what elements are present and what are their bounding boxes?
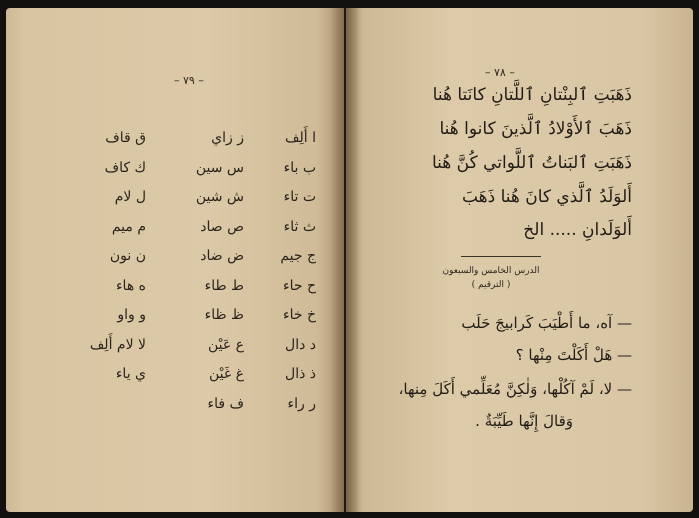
letter-entry: ر راء <box>287 395 316 412</box>
letter-entry: ط طاء <box>204 277 244 294</box>
dialogue-line: وَقالَ إِنَّها طَيِّبَةٌ . <box>475 412 573 430</box>
open-book <box>6 8 693 512</box>
text-line: ذَهَبَتِ ٱلبَناتُ ٱللَّواتي كُنَّ هُنا <box>431 153 632 173</box>
dialogue-line: — لا، لَمْ آكُلْها، وَلٰكِنَّ مُعَلِّمي أَكَلَ مِنها، <box>398 380 632 398</box>
letter-entry: ف فاء <box>207 395 244 412</box>
letter-entry: ظ ظاء <box>204 307 244 323</box>
alphabet-column-2 <box>164 124 244 419</box>
letter-entry: ا أَلِف <box>285 130 316 146</box>
letter-entry: ت تاء <box>283 189 316 205</box>
letter-entry: خ خاء <box>283 307 316 323</box>
letter-entry: ي ياء <box>115 366 146 382</box>
left-page <box>6 8 344 512</box>
letter-entry: ع عَيْن <box>207 336 244 353</box>
letter-entry: ك كاف <box>104 159 146 176</box>
letter-entry: ن نون <box>109 248 146 264</box>
letter-entry: ب باء <box>283 159 316 176</box>
page-number-left: – ٧٩ – <box>174 74 204 87</box>
dialogue-line: — آه، ما أَطْيَبَ كَرابيجَ حَلَب <box>461 314 632 332</box>
divider-rule <box>461 256 541 257</box>
letter-entry: لا لام أَلِف <box>89 336 146 353</box>
letter-entry: س سين <box>195 159 244 176</box>
letter-entry: ث ثاء <box>283 218 316 235</box>
lesson-title: الدرس الخامس والسبعون <box>442 266 540 276</box>
text-line: أَلوَلَدُ ٱلَّذي كانَ هُنا ذَهَبَ <box>461 187 632 207</box>
text-line: أَلوَلَدانِ ..... الخ <box>523 220 632 240</box>
letter-entry: ض ضاد <box>200 248 244 264</box>
letter-entry: ح حاء <box>283 277 316 294</box>
lesson-subtitle: ( الترقيم ) <box>471 280 511 290</box>
letter-entry: ل لام <box>114 189 146 205</box>
letter-entry: ز زاي <box>211 130 244 146</box>
letter-entry: ص صاد <box>200 218 244 235</box>
dialogue-line: — هَلْ أَكَلْتَ مِنْها ؟ <box>515 346 632 364</box>
letter-entry: ج جيم <box>280 248 316 264</box>
letter-entry: و واو <box>117 307 146 323</box>
text-line: ذَهَبَ ٱلأَوْلادُ ٱلَّذينَ كانوا هُنا <box>439 119 632 139</box>
letter-entry: م ميم <box>111 218 146 235</box>
page-number-right: – ٧٨ – <box>485 66 515 79</box>
letter-entry: ه هاء <box>115 277 146 294</box>
gutter-shadow-right <box>346 8 360 512</box>
letter-entry: ش شين <box>195 189 244 205</box>
letter-entry: غ غَيْن <box>208 366 244 382</box>
alphabet-column-3 <box>254 124 316 419</box>
letter-entry: ق قاف <box>105 130 146 146</box>
letter-entry: د دال <box>285 336 316 353</box>
gutter-shadow-left <box>330 8 344 512</box>
text-line: ذَهَبَتِ ٱلبِنْتانِ ٱللَّتانِ كانَتا هُنا <box>432 85 632 105</box>
letter-entry: ذ ذال <box>285 366 316 382</box>
alphabet-column-1 <box>76 124 146 390</box>
